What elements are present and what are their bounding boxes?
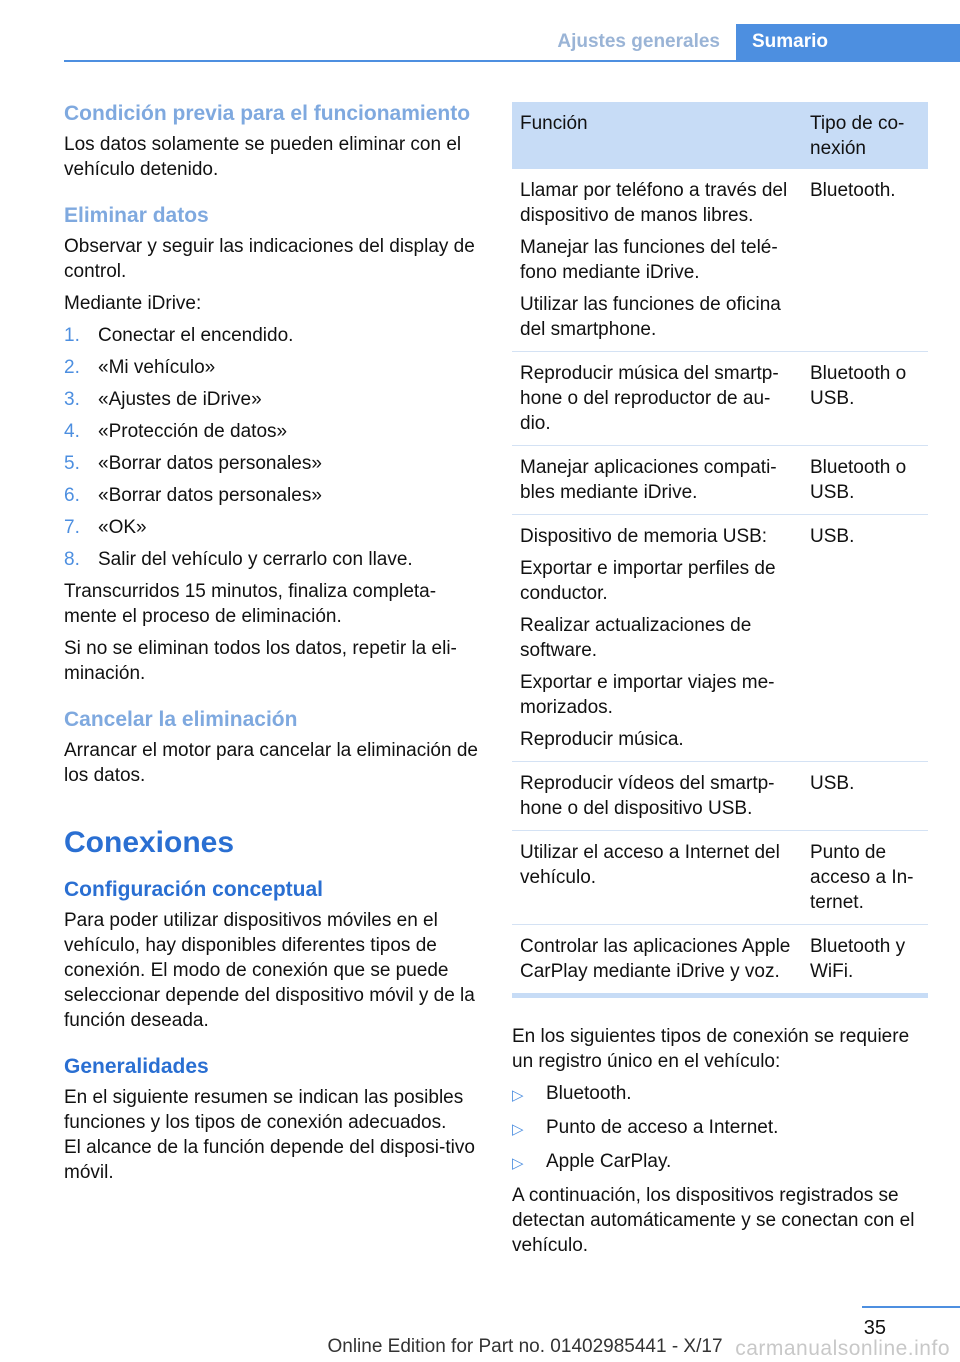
triangle-bullet-icon: ▷ [512,1155,524,1172]
delete-steps-list [64,323,484,572]
list-item: ▷ Apple CarPlay. [512,1149,928,1176]
list-item: 6. «Borrar datos personales» [64,485,322,506]
auto-connect-text: A continuación, los dispositivos registrados se detectan automáticamente y se conectan con el vehículo. [512,1185,915,1256]
table-row [512,446,928,515]
column-header-connection-type: Tipo de co-nexión [802,102,928,169]
function-cell: Utilizar el acceso a Internet del vehículo. [512,831,802,925]
repeat-text: Si no se eliminan todos los datos, repetir la eli-minación. [64,638,457,684]
function-cell: Reproducir vídeos del smartp-hone o del dispositivo USB. [512,762,802,831]
left-column [64,102,484,1185]
connection-type-cell: Punto de acceso a In-ternet. [802,831,928,925]
list-item: 2. «Mi vehículo» [64,357,216,378]
tab-sumario[interactable]: Sumario [736,24,960,62]
chapter-title: Conexiones [64,826,235,859]
page-header [0,24,960,62]
heading-general: Generalidades [64,1055,209,1078]
table-row [512,831,928,925]
table-row [512,515,928,762]
list-item: 5. «Borrar datos personales» [64,453,322,474]
connection-type-cell: Bluetooth o USB. [802,446,928,515]
heading-precondition: Condición previa para el funcionamiento [64,102,471,125]
edition-note: Online Edition for Part no. 01402985441 - X/17 [327,1336,723,1357]
list-item: 1. Conectar el encendido. [64,325,294,346]
concept-text: Para poder utilizar dispositivos móviles en el vehículo, hay disponibles diferentes tipos de conexión. El modo de conexión que se puede seleccionar depende del dispositivo móvil y de la función deseada. [64,910,475,1031]
connection-type-cell: Bluetooth. [802,169,928,352]
function-cell: Controlar las aplicaciones Apple CarPlay mediante iDrive y voz. [520,936,791,982]
completion-text: Transcurridos 15 minutos, finaliza completa-mente el proceso de eliminación. [64,581,437,627]
function-cell: Dispositivo de memoria USB: Exportar e importar perfiles de conductor. Realizar actualizaciones de software. Exportar e importar viajes me-morizados. Reproducir música. [512,515,802,762]
list-item: 7. «OK» [64,517,147,538]
heading-concept: Configuración conceptual [64,878,324,901]
list-item: 8. Salir del vehículo y cerrarlo con llave. [64,549,413,570]
heading-delete-data: Eliminar datos [64,204,209,227]
connection-table [512,102,928,993]
triangle-bullet-icon: ▷ [512,1087,524,1104]
general-text-2: El alcance de la función depende del disposi-tivo móvil. [64,1137,475,1183]
page-number: 35 [863,1317,886,1339]
table-row [512,925,928,994]
registration-intro-text: En los siguientes tipos de conexión se requiere un registro único en el vehículo: [512,1026,910,1072]
connection-type-cell: Bluetooth y WiFi. [810,936,906,982]
table-row [512,169,928,352]
connection-type-cell: USB. [802,762,928,831]
triangle-bullet-icon: ▷ [512,1121,524,1138]
list-item: ▷ Bluetooth. [512,1081,928,1108]
heading-cancel-deletion: Cancelar la eliminación [64,708,298,731]
connection-type-cell: USB. [802,515,928,762]
watermark: carmanualsonline.info [735,1337,950,1360]
cancel-text: Arrancar el motor para cancelar la eliminación de los datos. [64,740,478,786]
connection-types-list [512,1081,928,1176]
general-text-1: En el siguiente resumen se indican las posibles funciones y los tipos de conexión adecuados. [64,1087,464,1133]
function-cell: Reproducir música del smartp-hone o del reproductor de au-dio. [512,352,802,446]
precondition-text: Los datos solamente se pueden eliminar con el vehículo detenido. [64,134,462,180]
list-item: 4. «Protección de datos» [64,421,288,442]
footer-rule [862,1306,960,1308]
delete-instructions-text: Observar y seguir las indicaciones del display de control. [64,236,475,282]
table-header-row [512,102,928,169]
right-column [512,102,928,1258]
list-item: ▷ Punto de acceso a Internet. [512,1115,928,1142]
column-header-function: Función [512,102,802,169]
list-item: 3. «Ajustes de iDrive» [64,389,262,410]
connection-type-cell: Bluetooth o USB. [802,352,928,446]
table-row [512,352,928,446]
breadcrumb[interactable]: Ajustes generales [557,31,720,52]
function-cell: Llamar por teléfono a través del dispositivo de manos libres. Manejar las funciones del telé-fono mediante iDrive. Utilizar las funciones de oficina del smartphone. [512,169,802,352]
via-idrive-text: Mediante iDrive: [64,293,202,314]
function-cell: Manejar aplicaciones compati-bles mediante iDrive. [512,446,802,515]
table-row [512,762,928,831]
